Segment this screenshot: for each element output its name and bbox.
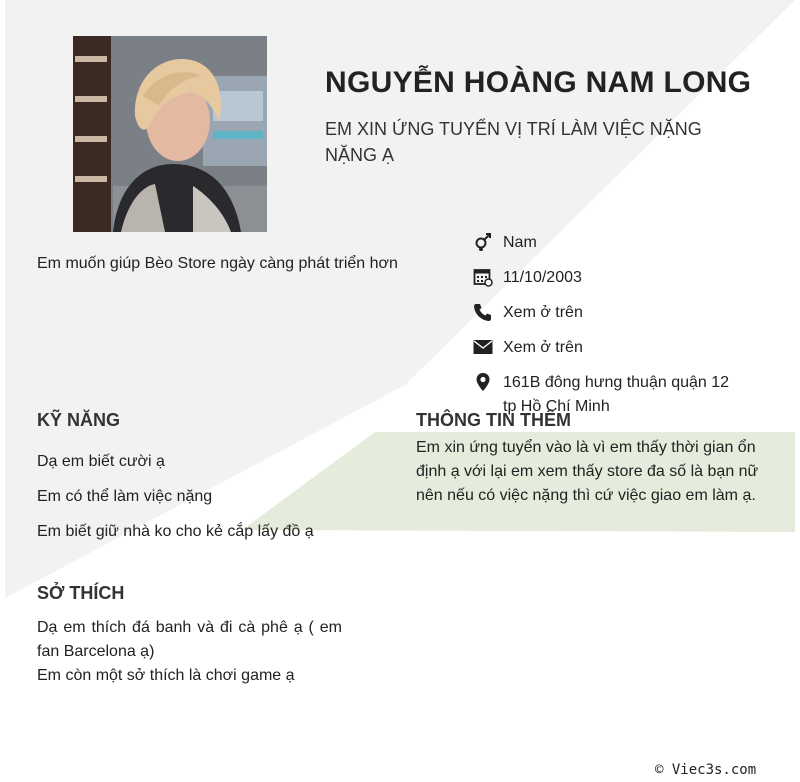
location-icon — [472, 371, 494, 393]
hobbies-title: SỞ THÍCH — [37, 583, 125, 603]
calendar-icon — [472, 266, 494, 288]
birthday-row — [472, 266, 772, 290]
profile-photo — [73, 36, 267, 232]
email-row — [472, 336, 772, 360]
phone-value: Xem ở trên — [503, 304, 583, 321]
phone-icon — [472, 301, 494, 323]
skill-item: Dạ em biết cười ạ — [37, 453, 165, 470]
contact-info — [472, 231, 772, 430]
gender-row — [472, 231, 772, 255]
more-info-title: THÔNG TIN THÊM — [416, 410, 571, 430]
skills-title: KỸ NĂNG — [37, 410, 121, 430]
hobbies-content — [37, 616, 342, 688]
more-info-text: Em xin ứng tuyển vào là vì em thấy thời gian ổn định ạ với lại em xem thấy store đa số là bạn nữ nên nếu có việc nặng thì cứ việc giao em làm ạ. — [416, 439, 759, 504]
email-value: Xem ở trên — [503, 339, 583, 356]
address-value: 161B đông hưng thuận quận 12 tp Hồ Chí Minh — [503, 374, 730, 415]
gender-value: Nam — [503, 234, 537, 251]
job-position: EM XIN ỨNG TUYỂN VỊ TRÍ LÀM VIỆC NẶNG NẶNG Ạ — [325, 119, 702, 165]
career-objective: Em muốn giúp Bèo Store ngày càng phát triển hơn — [37, 255, 398, 272]
footer-copyright: © Viec3s.com — [655, 762, 757, 778]
candidate-name: NGUYỄN HOÀNG NAM LONG — [325, 66, 752, 99]
hobby-item: Em còn một sở thích là chơi game ạ — [37, 667, 295, 684]
mail-icon — [472, 336, 494, 358]
skill-item: Em có thể làm việc nặng — [37, 488, 213, 505]
hobby-item: Dạ em thích đá banh và đi cà phê ạ ( em fan Barcelona ạ) — [37, 619, 342, 660]
gender-icon — [472, 231, 494, 253]
birthday-value: 11/10/2003 — [503, 269, 582, 286]
phone-row — [472, 301, 772, 325]
skill-item: Em biết giữ nhà ko cho kẻ cắp lấy đồ ạ — [37, 523, 314, 540]
skills-list — [37, 450, 397, 555]
